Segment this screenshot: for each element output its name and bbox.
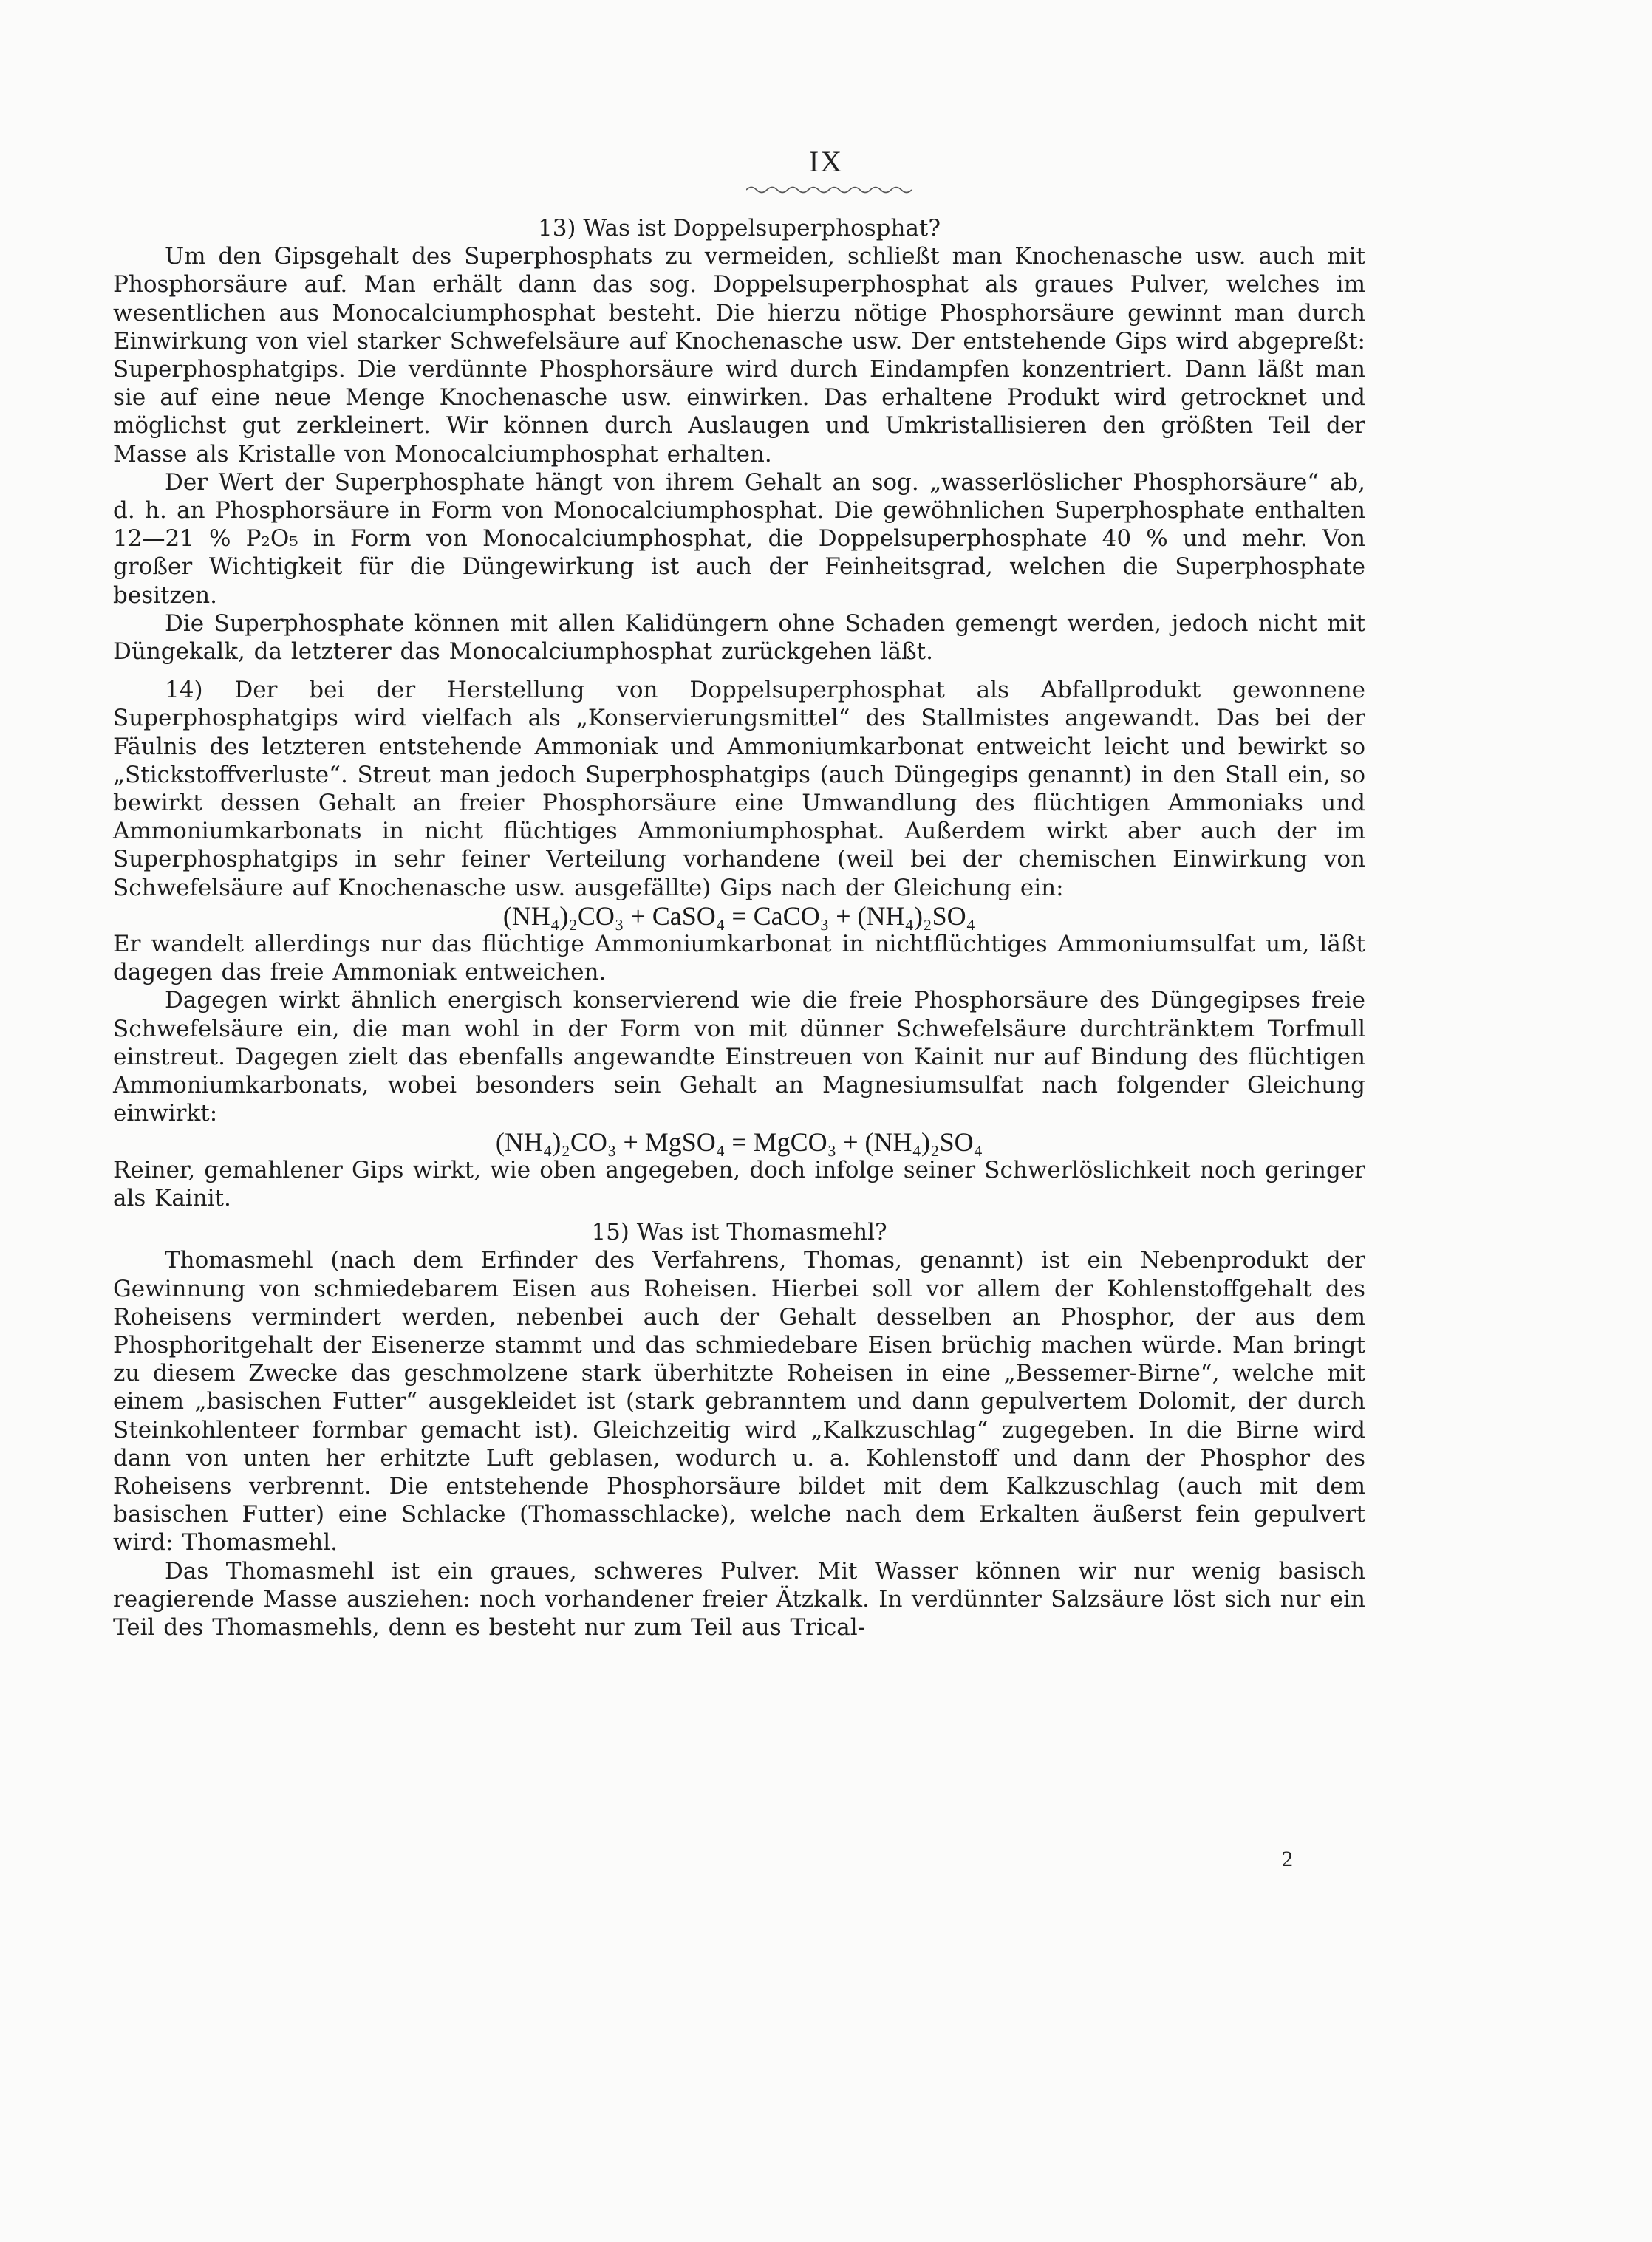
section-13-paragraph-1: Um den Gipsgehalt des Superphosphats zu vermeiden, schließt man Knochenasche usw. auch mit Phosphorsäure auf. Man erhält dann das sog. Doppelsuperphosphat als graues Pulver, welches im wesentlichen aus Monocalciumphosphat besteht. Die hierzu nötige Phosphorsäure gewinnt man durch Einwirkung von viel starker Schwefelsäure auf Knochenasche usw. Der entstehende Gips wird abgepreßt: Superphosphatgips. Die verdünnte Phosphorsäure wird durch Eindampfen konzentriert. Dann läßt man sie auf eine neue Menge Knochenasche usw. einwirken. Das erhaltene Produkt wird getrocknet und möglichst gut zerkleinert. Wir können durch Auslaugen und Umkristallisieren den größten Teil der Masse als Kristalle von Monocalciumphosphat erhalten.: [113, 243, 1365, 468]
section-13-paragraph-3: Die Superphosphate können mit allen Kalidüngern ohne Schaden gemengt werden, jedoch nicht mit Düngekalk, da letzterer das Monocalciumphosphat zurückgehen läßt.: [113, 609, 1365, 666]
section-13-title: 13) Was ist Doppelsuperphosphat?: [537, 215, 941, 242]
section-15-paragraph-2: Das Thomasmehl ist ein graues, schweres Pulver. Mit Wasser können wir nur wenig basisch reagierende Masse ausziehen: noch vorhandener freier Ätzkalk. In verdünnter Salzsäure löst sich nur ein Teil des Thomasmehls, denn es besteht nur zum Teil aus Trical-: [113, 1557, 1365, 1641]
document-body: [113, 214, 1365, 1641]
section-14-paragraph-2: Er wandelt allerdings nur das flüchtige Ammoniumkarbonat in nichtflüchtiges Ammoniumsulfat um, läßt dagegen das freie Ammoniak entweichen.: [113, 931, 1365, 986]
page-header-roman-numeral: IX: [808, 145, 844, 178]
section-14-paragraph-3: Dagegen wirkt ähnlich energisch konservierend wie die freie Phosphorsäure des Düngegipses freie Schwefelsäure ein, die man wohl in der Form von mit dünner Schwefelsäure durchtränktem Torfmull einstreut. Dagegen zielt das ebenfalls angewandte Einstreuen von Kainit nur auf Bindung des flüchtigen Ammoniumkarbonats, wobei besonders sein Gehalt an Magnesiumsulfat nach folgender Gleichung einwirkt:: [113, 987, 1365, 1127]
page-number: 2: [1282, 1847, 1293, 1871]
chemical-equation-2: (NH₄)₂CO₃ + MgSO₄ = MgCO₃ + (NH₄)₂SO₄: [495, 1127, 983, 1157]
decorative-wavy-rule: [746, 185, 912, 195]
section-15-title: 15) Was ist Thomasmehl?: [591, 1219, 887, 1246]
section-15-paragraph-1: Thomasmehl (nach dem Erfinder des Verfahrens, Thomas, genannt) ist ein Nebenprodukt der Gewinnung von schmiedebarem Eisen aus Roheisen. Hierbei soll vor allem der Kohlenstoffgehalt des Roheisens vermindert werden, nebenbei auch der Gehalt desselben an Phosphor, der aus dem Phosphoritgehalt der Eisenerze stammt und das schmiedebare Eisen brüchig machen würde. Man bringt zu diesem Zwecke das geschmolzene stark überhitzte Roheisen in eine „Bessemer-Birne“, welche mit einem „basischen Futter“ ausgekleidet ist (stark gebranntem und dann gepulvertem Dolomit, der durch Steinkohlenteer formbar gemacht ist). Gleichzeitig wird „Kalkzuschlag“ zugegeben. In die Birne wird dann von unten her erhitzte Luft geblasen, wodurch u. a. Kohlenstoff und dann der Phosphor des Roheisens verbrennt. Die entstehende Phosphorsäure bildet mit dem Kalkzuschlag (auch mit dem basischen Futter) eine Schlacke (Thomasschlacke), welche nach dem Erkalten äußerst fein gepulvert wird: Thomasmehl.: [113, 1247, 1365, 1556]
section-14-paragraph-4: Reiner, gemahlener Gips wirkt, wie oben angegeben, doch infolge seiner Schwerlöslichkeit noch geringer als Kainit.: [113, 1156, 1365, 1211]
section-13-paragraph-2: Der Wert der Superphosphate hängt von ihrem Gehalt an sog. „wasserlöslicher Phosphorsäure“ ab, d. h. an Phosphorsäure in Form von Monocalciumphosphat. Die gewöhnlichen Superphosphate enthalten 12—21 % P₂O₅ in Form von Monocalciumphosphat, die Doppelsuperphosphate 40 % und mehr. Von großer Wichtigkeit für die Düngewirkung ist auch der Feinheitsgrad, welchen die Superphosphate besitzen.: [113, 468, 1365, 609]
section-14-paragraph-1: 14) Der bei der Herstellung von Doppelsuperphosphat als Abfallprodukt gewonnene Superphosphatgips wird vielfach als „Konservierungsmittel“ des Stallmistes angewandt. Das bei der Fäulnis des letzteren entstehende Ammoniak und Ammoniumkarbonat entweicht leicht und bewirkt so „Stickstoffverluste“. Streut man jedoch Superphosphatgips (auch Düngegips genannt) in den Stall ein, so bewirkt dessen Gehalt an freier Phosphorsäure eine Umwandlung des flüchtigen Ammoniaks und Ammoniumkarbonats in nicht flüchtiges Ammoniumphosphat. Außerdem wirkt aber auch der im Superphosphatgips in sehr feiner Verteilung vorhandene (weil bei der chemischen Einwirkung von Schwefelsäure auf Knochenasche usw. ausgefällte) Gips nach der Gleichung ein:: [113, 677, 1365, 901]
chemical-equation-1: (NH₄)₂CO₃ + CaSO₄ = CaCO₃ + (NH₄)₂SO₄: [502, 900, 976, 931]
